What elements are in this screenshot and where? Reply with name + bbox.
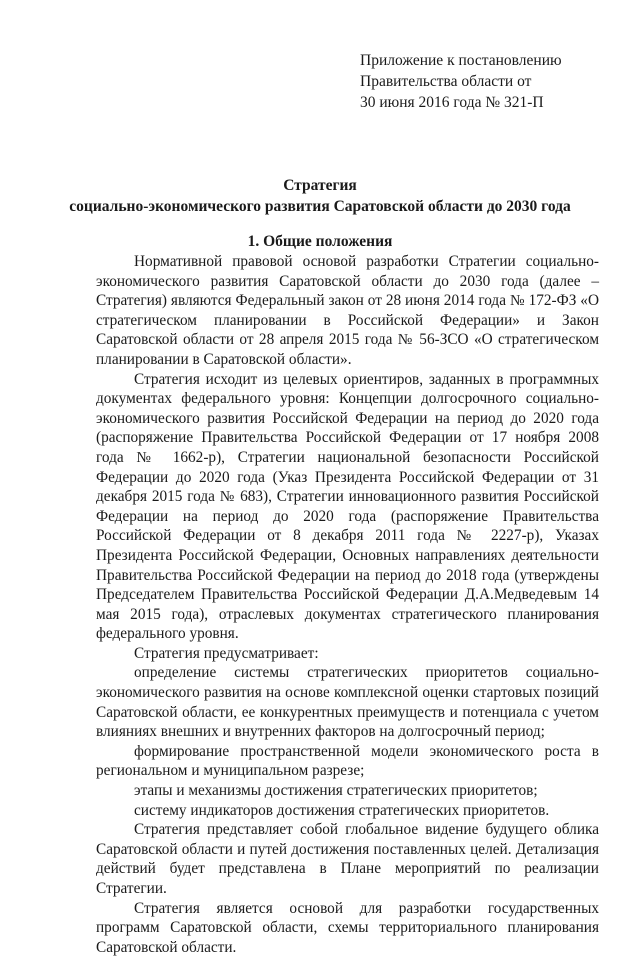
list-item-stages: этапы и механизмы достижения стратегических приоритетов; [134,782,538,800]
approval-line-2: Правительства области от [360,73,532,90]
title-line-1: Стратегия [283,177,357,194]
approval-line-1: Приложение к постановлению [360,52,562,69]
list-item-indicators: систему индикаторов достижения стратегических приоритетов. [134,801,550,819]
title-line-2: социально-экономического развития Саратовской области до 2030 года [69,198,571,215]
approval-line-3: 30 июня 2016 года № 321-П [360,94,544,111]
list-item-spatial-model: формирование пространственной модели экономического роста в региональном и муниципальном разрезе; [96,742,599,780]
list-item-priorities: определение системы стратегических приоритетов социально-экономического развития на основе комплексной оценки стартовых позиций Саратовской области, ее конкурентных преимуществ и потенциала с учетом влияниях внешних и внутренних факторов на долгосрочный период; [96,664,599,741]
section-heading: 1. Общие положения [247,233,393,250]
paragraph-federal-targets: Стратегия исходит из целевых ориентиров, заданных в программных документах федерального уровня: Концепции долгосрочного социально-экономического развития Российской Федерации на период до 2020 года (распоряжение Правительства Российской Федерации от 17 ноября 2008 года № 1662-р), Стратегии национальной безопасности Российской Федерации до 2020 года (Указ Президента Российской Федерации от 31 декабря 2015 года № 683), Стратегии инновационного развития Российской Федерации на период до 2020 года (распоряжение Правительства Российской Федерации от 8 декабря 2011 года № 2227-р), Указах Президента Российской Федерации, Основных направлениях деятельности Правительства Российской Федерации на период до 2018 года (утверждены Председателем Правительства Российской Федерации Д.А.Медведевым 14 мая 2015 года), отраслевых документах стратегического планирования федерального уровня. [96,370,599,643]
paragraph-foundation: Стратегия является основой для разработки государственных программ Саратовской области, схемы территориального планирования Саратовской области. [96,899,599,956]
approval-stamp-text [360,50,562,113]
document-title [0,175,640,217]
paragraph-provisions-intro: Стратегия предусматривает: [134,644,319,662]
paragraph-legal-basis: Нормативной правовой основой разработки Стратегии социально-экономического развития Саратовской области до 2030 года (далее – Стратегия) являются Федеральный закон от 28 июня 2014 года № 172-ФЗ «О стратегическом планировании в Российской Федерации» и Закон Саратовской области от 28 апреля 2015 года № 56-ЗСО «О стратегическом планировании в Саратовской области». [96,253,599,368]
document-body [96,252,599,957]
paragraph-vision: Стратегия представляет собой глобальное видение будущего облика Саратовской области и путей достижения поставленных целей. Детализация действий будет представлена в Плане мероприятий по реализации Стратегии. [96,821,599,897]
